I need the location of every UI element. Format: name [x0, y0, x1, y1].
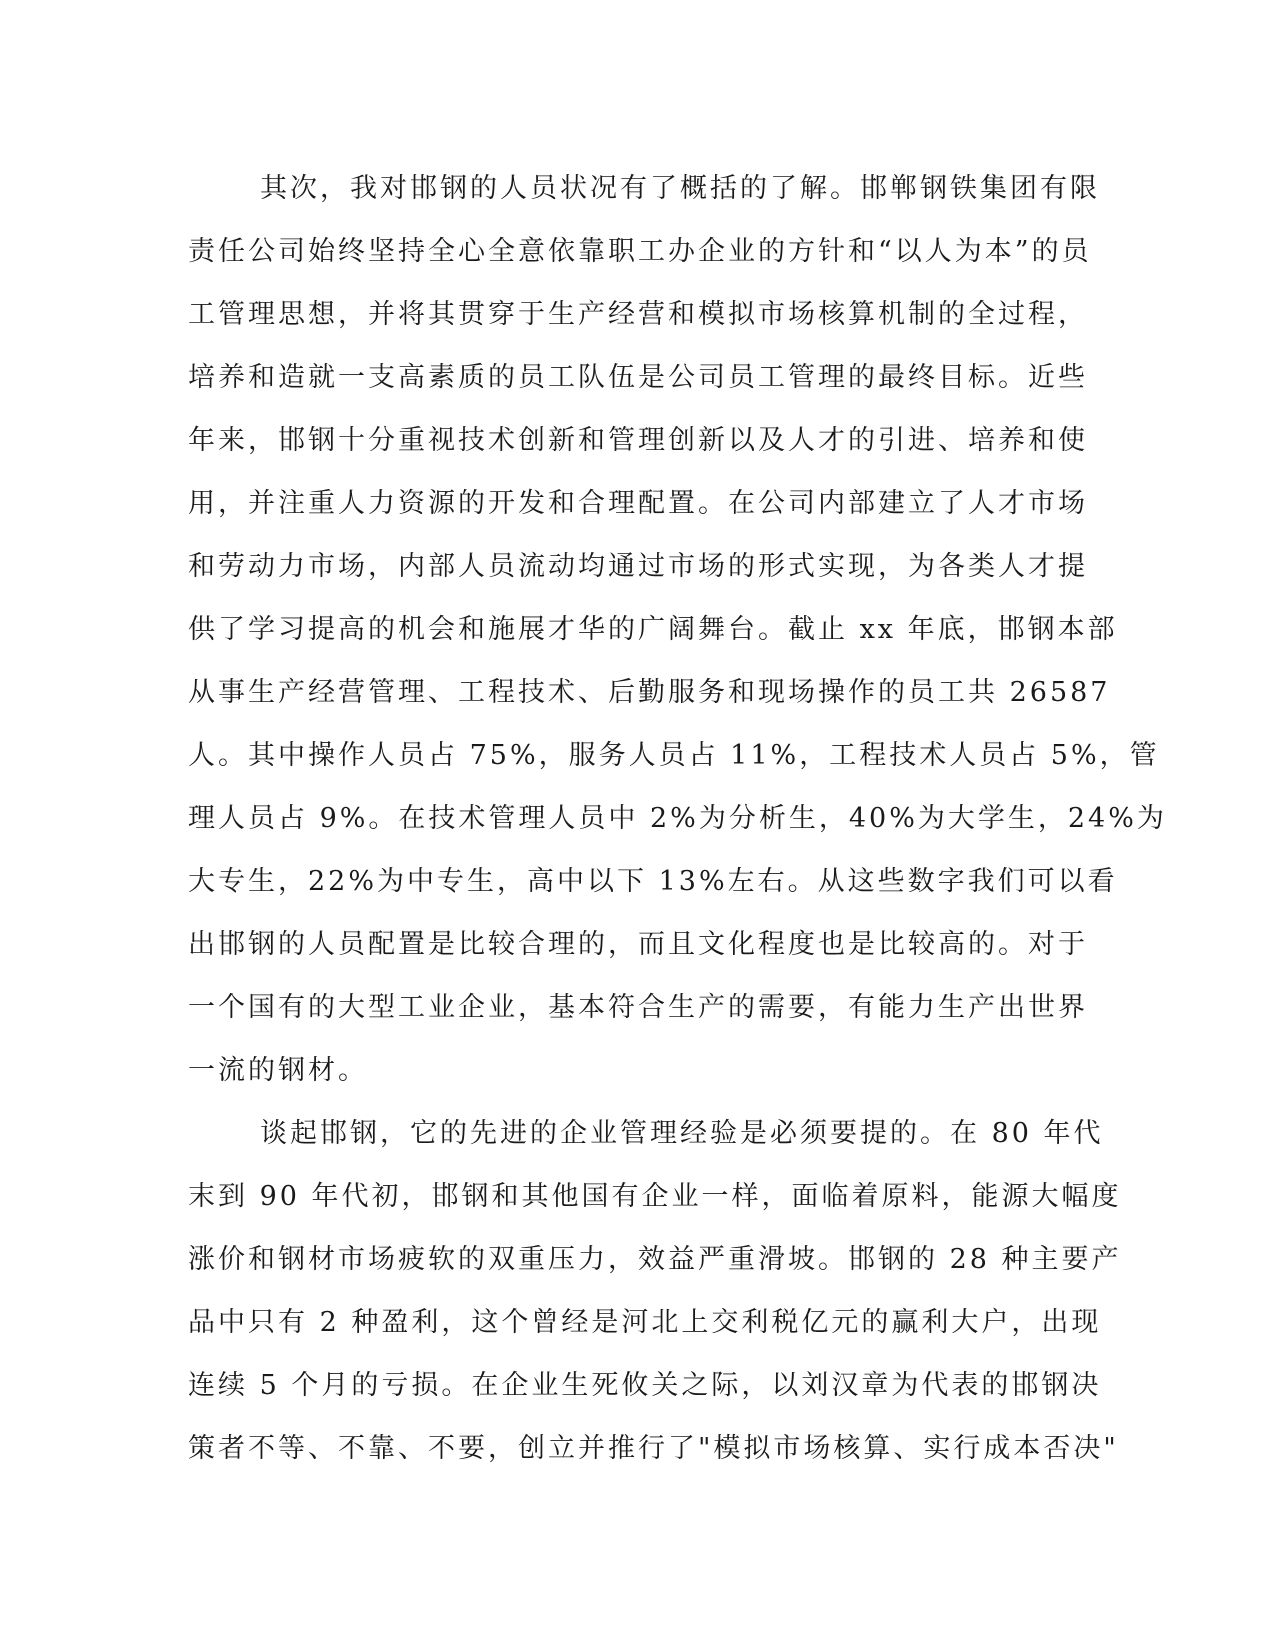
paragraph-line: 工管理思想，并将其贯穿于生产经营和模拟市场核算机制的全过程， — [188, 299, 1088, 330]
paragraph-line: 人。其中操作人员占 75%，服务人员占 11%，工程技术人员占 5%，管 — [188, 740, 1160, 771]
paragraph-line: 策者不等、不靠、不要，创立并推行了"模拟市场核算、实行成本否决" — [188, 1433, 1119, 1464]
paragraph-line: 理人员占 9%。在技术管理人员中 2%为分析生，40%为大学生，24%为 — [188, 803, 1167, 834]
paragraph-line: 涨价和钢材市场疲软的双重压力，效益严重滑坡。邯钢的 28 种主要产 — [188, 1244, 1122, 1275]
paragraph-line: 培养和造就一支高素质的员工队伍是公司员工管理的最终目标。近些 — [188, 362, 1088, 393]
paragraph-line: 谈起邯钢，它的先进的企业管理经验是必须要提的。在 80 年代 — [260, 1118, 1104, 1149]
paragraph-line: 大专生，22%为中专生，高中以下 13%左右。从这些数字我们可以看 — [188, 866, 1118, 897]
paragraph-line: 连续 5 个月的亏损。在企业生死攸关之际，以刘汉章为代表的邯钢决 — [188, 1370, 1102, 1401]
paragraph-line: 用，并注重人力资源的开发和合理配置。在公司内部建立了人才市场 — [188, 488, 1088, 519]
paragraph-line: 末到 90 年代初，邯钢和其他国有企业一样，面临着原料，能源大幅度 — [188, 1181, 1122, 1212]
paragraph-line: 其次，我对邯钢的人员状况有了概括的了解。邯郸钢铁集团有限 — [260, 173, 1100, 204]
paragraph-personnel — [188, 166, 1167, 1111]
paragraph-line: 年来，邯钢十分重视技术创新和管理创新以及人才的引进、培养和使 — [188, 425, 1088, 456]
paragraph-line: 责任公司始终坚持全心全意依靠职工办企业的方针和“以人为本”的员 — [188, 236, 1092, 267]
paragraph-line: 品中只有 2 种盈利，这个曾经是河北上交利税亿元的赢利大户，出现 — [188, 1307, 1102, 1338]
paragraph-line: 一个国有的大型工业企业，基本符合生产的需要，有能力生产出世界 — [188, 992, 1088, 1023]
document-body — [188, 166, 1167, 1489]
paragraph-line: 和劳动力市场，内部人员流动均通过市场的形式实现，为各类人才提 — [188, 551, 1088, 582]
paragraph-line: 一流的钢材。 — [188, 1055, 368, 1086]
paragraph-line: 供了学习提高的机会和施展才华的广阔舞台。截止 xx 年底，邯钢本部 — [188, 614, 1118, 645]
paragraph-line: 出邯钢的人员配置是比较合理的，而且文化程度也是比较高的。对于 — [188, 929, 1088, 960]
paragraph-line: 从事生产经营管理、工程技术、后勤服务和现场操作的员工共 26587 — [188, 677, 1111, 708]
paragraph-management — [188, 1111, 1122, 1489]
